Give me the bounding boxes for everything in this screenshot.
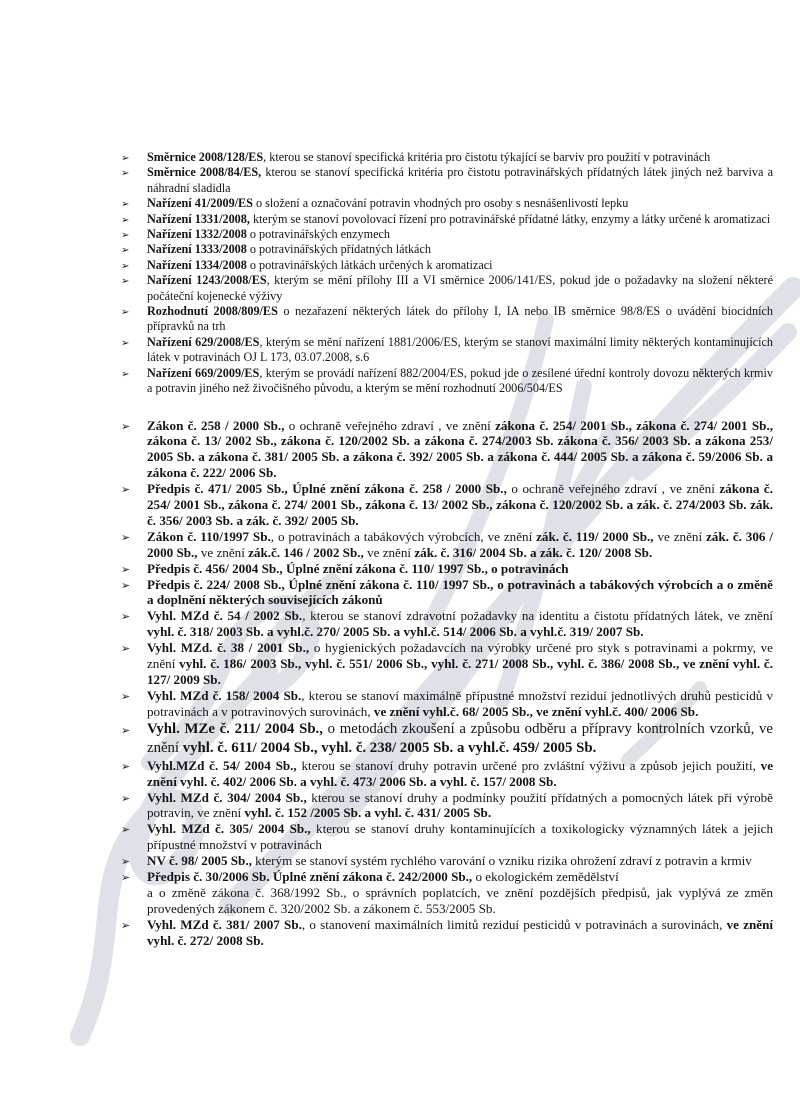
item-text [147,366,773,395]
eu-legislation-section [120,150,773,397]
regulation-description: kterou se stanoví druhy kontaminujících a toxikologicky významných látek a jejich přípustné množství v potravinách [147,821,773,853]
list-item [120,366,773,397]
regulation-reference: ve znění vyhl. č. 402/ 2006 Sb. a vyhl. č. 473/ 2006 Sb. a vyhl. č. 157/ 2008 Sb. [147,757,774,789]
regulation-reference: Předpis č. 224/ 2008 Sb., Úplné znění zákona č. 110/ 1997 Sb., o potravinách a tabákových výrobcích a o změně a doplnění některých souvisejících zákonů [147,576,773,608]
regulation-description: , kterou se stanoví maximálně přípustné množství reziduí jednotlivých druhů pesticidů v potravinách a v potravinových surovinách, [147,687,774,719]
list-item [120,577,773,609]
list-item [120,273,773,304]
arrow-bullet-icon: ➢ [121,245,130,257]
regulation-reference: Nařízení 41/2009/ES [147,196,253,211]
list-item [120,688,773,720]
arrow-bullet-icon: ➢ [121,168,130,180]
list-item [120,242,773,257]
item-text [147,561,569,576]
arrow-bullet-icon: ➢ [121,260,130,272]
national-legislation-section [120,418,773,949]
regulation-description: o potravinářských látkách určených k aromatizaci [246,257,493,272]
arrow-bullet-icon: ➢ [121,791,131,805]
item-text [147,150,710,164]
item-text [147,418,773,481]
regulation-reference: Nařízení 1334/2008 [147,257,247,272]
regulation-description: , kterým se mění nařízení 1881/2006/ES, kterým se stanoví maximální limity některých kontaminujících látek v potravinách OJ L 173, 03.07.2008, s.6 [147,334,773,365]
regulation-description: , kterým se provádí nařízení 882/2004/ES, pokud jde o zesílené úřední kontroly dovozu některých krmiv a potravin jiného než živočišného původu, a kterým se mění rozhodnutí 2006/504/ES [147,365,773,396]
arrow-bullet-icon: ➢ [121,823,131,837]
list-item [120,481,773,529]
item-text [147,721,773,756]
item-text [147,227,390,241]
list-item [120,561,773,577]
regulation-description: , kterou se stanoví zdravotní požadavky na identitu a čistotu přídatných látek, ve znění [302,608,774,624]
arrow-bullet-icon: ➢ [121,337,130,349]
regulation-reference: vyhl. č. 318/ 2003 Sb. a vyhl.č. 270/ 2005 Sb. a vyhl.č. 514/ 2006 Sb. a vyhl.č. 319/ 2007 Sb. [147,624,644,640]
item-text [147,821,773,852]
item-text [147,608,773,639]
list-item [120,758,773,790]
regulation-reference: NV č. 98/ 2005 Sb., [147,853,252,869]
item-text [147,481,773,528]
arrow-bullet-icon: ➢ [121,230,130,242]
regulation-reference: Zákon č. 110/1997 Sb. [147,528,271,544]
list-item [120,640,773,688]
regulation-description: o ochraně veřejného zdraví , ve znění [284,417,496,433]
arrow-bullet-icon: ➢ [121,307,130,319]
list-item [120,821,773,853]
regulation-reference: zák. č. 316/ 2004 Sb. a zák. č. 120/ 2008 Sb. [414,544,653,560]
regulation-description: o ekologickém zemědělství [472,869,619,885]
item-text [147,212,770,226]
regulation-description: , kterým se mění přílohy III a VI směrnice 2006/141/ES, pokud jde o požadavky na složení některé počáteční kojenecké výživy [147,273,773,303]
regulation-reference: Rozhodnutí 2008/809/ES [147,304,278,319]
item-text [147,640,773,687]
regulation-reference: Předpis č. 471/ 2005 Sb., Úplné znění zákona č. 258 / 2000 Sb., [147,481,507,497]
arrow-bullet-icon: ➢ [121,483,131,497]
arrow-bullet-icon: ➢ [121,419,131,433]
arrow-bullet-icon: ➢ [121,562,131,576]
arrow-bullet-icon: ➢ [121,610,131,624]
list-item [120,418,773,482]
regulation-reference: vyhl. č. 186/ 2003 Sb., vyhl. č. 551/ 2006 Sb., vyhl. č. 271/ 2008 Sb., vyhl. č. 386/ 2008 Sb., ve znění vyhl. č. 127/ 2009 Sb. [147,656,773,687]
regulation-reference: ve znění vyhl.č. 68/ 2005 Sb., ve znění vyhl.č. 400/ 2006 Sb. [373,703,699,719]
regulation-reference: Směrnice 2008/84/ES, [147,165,262,180]
item-text [147,790,773,821]
regulation-reference: Vyhl. MZe č. 211/ 2004 Sb., [147,720,323,737]
regulation-reference: Nařízení 1243/2008/ES [147,273,267,288]
regulation-description: , kterou se stanoví specifická kritéria pro čistotu týkající se barviv pro použití v potravinách [263,150,711,164]
regulation-description: o hygienických požadavcích na výrobky určené pro styk s potravinami a pokrmy, ve znění [147,640,773,672]
item-text [147,758,773,789]
list-item [120,790,773,822]
arrow-bullet-icon: ➢ [121,723,131,737]
regulation-description: ve znění [197,544,249,560]
regulation-reference: ve znění vyhl. č. 272/ 2008 Sb. [147,916,773,948]
regulation-description: ve znění [653,528,706,544]
arrow-bullet-icon: ➢ [121,276,130,288]
list-item [120,608,773,640]
item-text [147,335,773,364]
regulation-reference: Nařízení 1332/2008 [147,227,247,242]
regulation-description: kterou se stanoví druhy potravin určené pro zvláštní výživu a způsob jejich použití, [296,757,761,773]
regulation-reference: zák.č. 146 / 2002 Sb., [248,544,364,560]
regulation-reference: Zákon č. 258 / 2000 Sb., [147,417,285,433]
regulation-reference: Nařízení 1331/2008, [147,211,250,226]
arrow-bullet-icon: ➢ [121,759,131,773]
item-text [147,196,628,210]
regulation-reference: zák. č. 306 / 2000 Sb., [147,528,773,560]
regulation-description: , o stanovení maximálních limitů reziduí pesticidů v potravinách a surovinách, [301,916,727,932]
regulation-description: o ochraně veřejného zdraví , ve znění [506,481,720,497]
regulation-reference: Vyhl. MZd. č. 38 / 2001 Sb., [147,640,310,656]
item-text [147,258,493,272]
list-item [120,258,773,273]
arrow-bullet-icon: ➢ [121,689,131,703]
list-item [120,196,773,211]
list-item [120,869,773,917]
regulation-description: ve znění [363,544,415,560]
regulation-reference: vyhl. č. 152 /2005 Sb. a vyhl. č. 431/ 2005 Sb. [244,805,492,821]
list-item [120,853,773,869]
item-text [147,304,773,333]
list-item [120,304,773,335]
list-item [120,335,773,366]
regulation-reference: zákona č. 254/ 2001 Sb., zákona č. 274/ 2001 Sb., zákona č. 13/ 2002 Sb., zákona č. 120/2002 Sb. a zák. č. 274/2003 Sb. zák. č. 356/ 2003 Sb. a zák. č. 392/ 2005 Sb. [147,481,774,528]
arrow-bullet-icon: ➢ [121,578,131,592]
regulation-reference: Vyhl. MZd č. 305/ 2004 Sb., [147,821,311,837]
regulation-reference: Vyhl. MZd č. 158/ 2004 Sb. [147,687,302,703]
arrow-bullet-icon: ➢ [121,530,131,544]
regulation-reference: zák. č. 119/ 2000 Sb., [536,528,654,544]
regulation-reference: Předpis č. 456/ 2004 Sb., Úplné znění zákona č. 110/ 1997 Sb., o potravinách [147,560,569,576]
regulation-reference: vyhl. č. 611/ 2004 Sb., vyhl. č. 238/ 2005 Sb. a vyhl.č. 459/ 2005 Sb. [182,739,597,756]
regulation-reference: Vyhl. MZd č. 381/ 2007 Sb. [147,916,302,932]
regulation-description: o nezařazení některých látek do přílohy I, IA nebo IB směrnice 98/8/ES o uvádění biocidních přípravků na trh [147,304,773,334]
item-text [147,688,773,719]
regulation-reference: Nařízení 669/2009/ES [147,365,260,380]
item-text [147,917,773,948]
regulation-reference: zákona č. 254/ 2001 Sb., zákona č. 274/ 2001 Sb., zákona č. 13/ 2002 Sb., zákona č. 120/2002 Sb. a zákona č. 274/2003 Sb. zákona č. 356/ 2003 Sb. a zákona 253/ 2005 Sb. a zákona č. 381/ 2005 Sb. a zákona č. 392/ 2005 Sb. a zákona č. 444/ 2005 Sb. a zákona č. 59/2006 Sb. a zákona č. 222/ 2006 Sb. [147,417,773,481]
regulation-description: , o potravinách a tabákových výrobcích, ve znění [270,528,537,544]
list-item [120,917,773,949]
item-text [147,853,752,868]
regulation-reference: Předpis č. 30/2006 Sb. Úplné znění zákona č. 242/2000 Sb., [147,869,473,885]
regulation-description: o potravinářských enzymech [246,227,391,242]
regulation-description: a o změně zákona č. 368/1992 Sb., o správních poplatcích, ve znění pozdějších předpisů, jak vyplývá ze změn provedených zákonem č. 320/2002 Sb. a zákonem č. 553/2005 Sb. [147,884,773,916]
regulation-description: kterou se stanoví specifická kritéria pro čistotu potravinářských přídatných látek jiných než barviva a náhradní sladidla [147,165,773,195]
list-item [120,150,773,165]
regulation-description: kterým se stanoví povolovací řízení pro potravinářské přídatné látky, enzymy a látky určené k aromatizaci [249,211,771,226]
regulation-description: o metodách zkoušení a způsobu odběru a přípravy kontrolních vzorků, ve znění [147,720,774,756]
regulation-reference: Směrnice 2008/128/ES [147,150,264,164]
regulation-reference: Nařízení 1333/2008 [147,242,247,257]
arrow-bullet-icon: ➢ [121,153,130,164]
list-item [120,227,773,242]
regulation-description: kterou se stanoví druhy a podmínky použití přídatných a pomocných látek při výrobě potravin, ve znění [147,789,773,821]
arrow-bullet-icon: ➢ [121,214,130,226]
arrow-bullet-icon: ➢ [121,642,131,656]
arrow-bullet-icon: ➢ [121,199,130,211]
regulation-reference: Vyhl.MZd č. 54/ 2004 Sb., [147,757,297,773]
list-item [120,212,773,227]
arrow-bullet-icon: ➢ [121,918,131,932]
item-text [147,242,431,256]
regulation-description: o složení a označování potravin vhodných pro osoby s nesnášenlivostí lepku [252,196,629,211]
regulation-description: kterým se stanoví systém rychlého varování o vzniku rizika ohrožení zdraví z potravin a krmiv [251,853,752,869]
item-text [147,529,773,560]
list-item [120,529,773,561]
item-text [147,577,773,608]
item-text [147,869,773,916]
regulation-description: o potravinářských přídatných látkách [246,242,431,257]
list-item [120,720,773,758]
arrow-bullet-icon: ➢ [121,368,130,380]
list-item [120,165,773,196]
item-text [147,165,773,194]
arrow-bullet-icon: ➢ [121,855,131,869]
regulation-reference: Vyhl. MZd č. 54 / 2002 Sb. [147,608,303,624]
item-text [147,273,773,302]
regulation-list [120,150,773,949]
regulation-reference: Vyhl. MZd č. 304/ 2004 Sb., [147,789,307,805]
arrow-bullet-icon: ➢ [121,871,131,885]
regulation-reference: Nařízení 629/2008/ES [147,334,260,349]
